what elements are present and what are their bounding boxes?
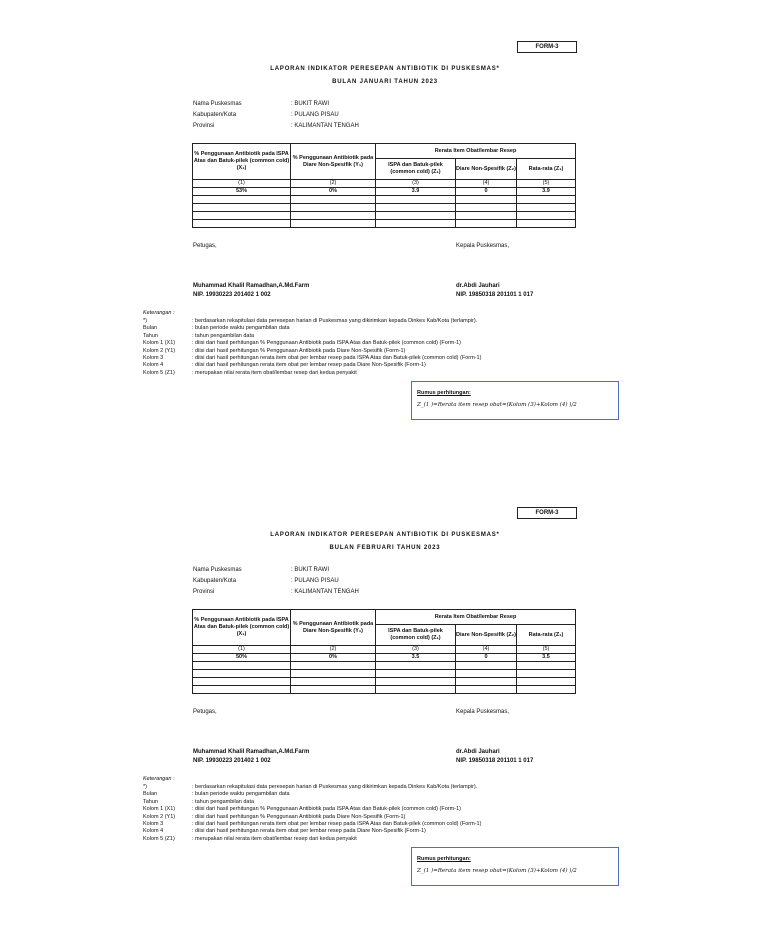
table-row: [193, 654, 576, 662]
note-key: Kolom 3: [143, 820, 164, 827]
indicator-table: [192, 143, 576, 228]
empty-cell: [376, 220, 456, 228]
formula-box: [411, 381, 619, 420]
col-number: (5): [517, 180, 576, 188]
note-row: [143, 333, 481, 340]
note-row: [143, 814, 481, 821]
col3-header: ISPA dan Batuk-pilek (common cold) (Z₁): [376, 625, 456, 646]
officer-name: Muhammad Khalil Ramadhan,A.Md.Farm: [193, 283, 310, 289]
officer-label: Petugas,: [193, 709, 217, 715]
notes: [143, 776, 481, 843]
col1-header: % Penggunaan Antibiotik pada ISPA Atas dan Batuk-pilek (common cold) (X₁): [193, 144, 291, 180]
head-name: dr.Abdi Jauhari: [456, 749, 500, 755]
col4-header: Diare Non-Spesifik (Z₂): [456, 159, 517, 180]
table-row: [193, 662, 576, 670]
officer-name: Muhammad Khalil Ramadhan,A.Md.Farm: [193, 749, 310, 755]
empty-cell: [291, 220, 376, 228]
formula-header: Rumus perhitungan:: [417, 390, 471, 396]
empty-cell: [291, 204, 376, 212]
col1-header: % Penggunaan Antibiotik pada ISPA Atas dan Batuk-pilek (common cold) (X₁): [193, 610, 291, 646]
officer-label: Petugas,: [193, 243, 217, 249]
note-value: : diisi dari hasil perhitungan rerata item obat per lembar resep pada Diare Non-Spesifik (Form-1): [192, 828, 426, 835]
note-key: Kolom 4: [143, 828, 164, 835]
note-row: [143, 340, 481, 347]
note-value: : berdasarkan rekapitulasi data peresepan harian di Puskesmas yang dikirimkan kepada Dinkes Kab/Kota (terlampir).: [192, 318, 478, 324]
note-value: : diisi dari hasil perhitungan rerata item obat per lembar resep pada ISPA Atas dan Batuk-pilek (common cold) (Form-1): [192, 820, 482, 827]
empty-cell: [291, 662, 376, 670]
col-number: (1): [193, 180, 291, 188]
report-page-february: [0, 466, 768, 932]
note-value: : tahun pengambilan data: [192, 332, 255, 339]
col-number: (3): [376, 646, 456, 654]
note-row: [143, 828, 481, 835]
empty-cell: [291, 196, 376, 204]
empty-cell: [291, 686, 376, 694]
col-number: (2): [291, 180, 376, 188]
facility-info: [193, 567, 359, 600]
cell-value: 53%: [193, 188, 291, 196]
info-label: Provinsi: [193, 123, 215, 129]
col-number: (1): [193, 646, 291, 654]
cell-value: 50%: [193, 654, 291, 662]
empty-cell: [193, 204, 291, 212]
empty-cell: [517, 212, 576, 220]
empty-cell: [456, 212, 517, 220]
info-value: : KALIMANTAN TENGAH: [291, 123, 359, 129]
note-key: *): [143, 318, 147, 324]
empty-cell: [517, 686, 576, 694]
col3-header: ISPA dan Batuk-pilek (common cold) (Z₁): [376, 159, 456, 180]
cell-value: 3.5: [376, 654, 456, 662]
report-title: LAPORAN INDIKATOR PERESEPAN ANTIBIOTIK DI PUSKESMAS*: [270, 532, 500, 538]
note-row: [143, 821, 481, 828]
col5-header: Rata-rata (Z₁): [517, 159, 576, 180]
empty-cell: [376, 686, 456, 694]
empty-cell: [193, 212, 291, 220]
cell-value: 3.5: [517, 654, 576, 662]
table-row: [193, 188, 576, 196]
empty-cell: [517, 670, 576, 678]
report-title: LAPORAN INDIKATOR PERESEPAN ANTIBIOTIK DI PUSKESMAS*: [270, 66, 500, 72]
empty-cell: [517, 662, 576, 670]
table-row: [193, 196, 576, 204]
info-value: : BUKIT RAWI: [291, 567, 330, 573]
empty-cell: [291, 678, 376, 686]
col-number: (4): [456, 180, 517, 188]
head-nip: NIP. 19850318 201101 1 017: [456, 758, 534, 764]
info-value: : PULANG PISAU: [291, 112, 339, 118]
empty-cell: [376, 212, 456, 220]
info-row: [193, 589, 359, 600]
info-value: : KALIMANTAN TENGAH: [291, 589, 359, 595]
note-row: [143, 370, 481, 377]
empty-cell: [456, 686, 517, 694]
table-row: [193, 646, 576, 654]
empty-cell: [193, 670, 291, 678]
note-value: : merupakan nilai rerata item obat/lembar resep dari kedua penyakit: [192, 835, 357, 842]
info-row: [193, 578, 359, 589]
cell-value: 0: [456, 654, 517, 662]
note-key: Kolom 1 (X1): [143, 340, 176, 347]
note-row: [143, 799, 481, 806]
info-label: Provinsi: [193, 589, 215, 595]
note-key: Kolom 1 (X1): [143, 806, 176, 813]
note-value: : diisi dari hasil perhitungan % Penggunaan Antibiotik pada ISPA Atas dan Batuk-pilek (common cold) (Form-1): [192, 340, 461, 347]
col-number: (3): [376, 180, 456, 188]
note-key: Kolom 2 (Y1): [143, 347, 176, 354]
info-value: : BUKIT RAWI: [291, 101, 330, 107]
cell-value: 0%: [291, 188, 376, 196]
note-key: Kolom 2 (Y1): [143, 813, 176, 820]
empty-cell: [193, 220, 291, 228]
formula-box: [411, 847, 619, 886]
empty-cell: [376, 670, 456, 678]
empty-cell: [376, 204, 456, 212]
info-row: [193, 112, 359, 123]
head-label: Kepala Puskesmas,: [456, 243, 510, 249]
cell-value: 3.9: [376, 188, 456, 196]
info-row: [193, 567, 359, 578]
info-label: Kabupaten/Kota: [193, 578, 237, 584]
cell-value: 0: [456, 188, 517, 196]
formula-header: Rumus perhitungan:: [417, 856, 471, 862]
note-key: Bulan: [143, 325, 158, 332]
note-row: [143, 325, 481, 332]
note-key: Tahun: [143, 798, 158, 805]
head-nip: NIP. 19850318 201101 1 017: [456, 292, 534, 298]
empty-cell: [193, 678, 291, 686]
head-name: dr.Abdi Jauhari: [456, 283, 500, 289]
col4-header: Diare Non-Spesifik (Z₂): [456, 625, 517, 646]
note-value: : diisi dari hasil perhitungan % Penggunaan Antibiotik pada ISPA Atas dan Batuk-pilek (common cold) (Form-1): [192, 806, 461, 813]
empty-cell: [193, 196, 291, 204]
empty-cell: [291, 212, 376, 220]
note-row: [143, 784, 481, 791]
formula-text: Z_(1 )=Rerata item resep obat=(Kolom (3)+Kolom (4) )/2: [417, 402, 577, 408]
col2-header: % Penggunaan Antibiotik pada Diare Non-Spesifik (Y₁): [291, 610, 376, 646]
empty-cell: [291, 670, 376, 678]
info-label: Nama Puskesmas: [193, 567, 242, 573]
table-row: [193, 678, 576, 686]
empty-cell: [517, 220, 576, 228]
note-key: Bulan: [143, 791, 158, 798]
note-value: : bulan periode waktu pengambilan data: [192, 325, 290, 332]
empty-cell: [376, 196, 456, 204]
empty-cell: [517, 678, 576, 686]
empty-cell: [456, 678, 517, 686]
col5-header: Rata-rata (Z₁): [517, 625, 576, 646]
table-row: [193, 180, 576, 188]
note-row: [143, 806, 481, 813]
empty-cell: [376, 678, 456, 686]
info-row: [193, 101, 359, 112]
info-value: : PULANG PISAU: [291, 578, 339, 584]
note-key: *): [143, 784, 147, 790]
empty-cell: [456, 670, 517, 678]
empty-cell: [193, 686, 291, 694]
empty-cell: [456, 220, 517, 228]
note-value: : merupakan nilai rerata item obat/lembar resep dari kedua penyakit: [192, 369, 357, 376]
empty-cell: [456, 204, 517, 212]
group-header: Rerata Item Obat/lembar Resep: [376, 144, 576, 159]
empty-cell: [517, 196, 576, 204]
note-row: [143, 318, 481, 325]
empty-cell: [456, 196, 517, 204]
info-label: Kabupaten/Kota: [193, 112, 237, 118]
report-period: BULAN FEBRUARI TAHUN 2023: [329, 545, 441, 551]
note-row: [143, 348, 481, 355]
note-row: [143, 791, 481, 798]
empty-cell: [193, 662, 291, 670]
col2-header: % Penggunaan Antibiotik pada Diare Non-Spesifik (Y₁): [291, 144, 376, 180]
note-value: : tahun pengambilan data: [192, 798, 255, 805]
table-row: [193, 670, 576, 678]
note-key: Kolom 4: [143, 362, 164, 369]
note-value: : bulan periode waktu pengambilan data: [192, 791, 290, 798]
notes-header: Keterangan :: [143, 310, 175, 316]
empty-cell: [456, 662, 517, 670]
info-label: Nama Puskesmas: [193, 101, 242, 107]
table-row: [193, 686, 576, 694]
facility-info: [193, 101, 359, 134]
report-period: BULAN JANUARI TAHUN 2023: [332, 79, 438, 85]
col-number: (4): [456, 646, 517, 654]
table-row: [193, 220, 576, 228]
note-row: [143, 836, 481, 843]
table-row: [193, 212, 576, 220]
note-key: Kolom 3: [143, 354, 164, 361]
officer-nip: NIP. 19930223 201402 1 002: [193, 292, 271, 298]
empty-cell: [517, 204, 576, 212]
head-label: Kepala Puskesmas,: [456, 709, 510, 715]
group-header: Rerata Item Obat/lembar Resep: [376, 610, 576, 625]
table-row: [193, 204, 576, 212]
info-row: [193, 123, 359, 134]
note-row: [143, 355, 481, 362]
notes-header: Keterangan :: [143, 776, 175, 782]
note-row: [143, 362, 481, 369]
empty-cell: [376, 662, 456, 670]
indicator-table: [192, 609, 576, 694]
note-value: : diisi dari hasil perhitungan rerata item obat per lembar resep pada ISPA Atas dan Batuk-pilek (common cold) (Form-1): [192, 354, 482, 361]
cell-value: 3.9: [517, 188, 576, 196]
form-tag: FORM-3: [517, 507, 577, 519]
note-value: : diisi dari hasil perhitungan % Penggunaan Antibiotik pada Diare Non-Spesifik (Form-1): [192, 813, 406, 820]
col-number: (2): [291, 646, 376, 654]
note-value: : diisi dari hasil perhitungan rerata item obat per lembar resep pada Diare Non-Spesifik (Form-1): [192, 362, 426, 369]
note-value: : berdasarkan rekapitulasi data peresepan harian di Puskesmas yang dikirimkan kepada Dinkes Kab/Kota (terlampir).: [192, 784, 478, 790]
officer-nip: NIP. 19930223 201402 1 002: [193, 758, 271, 764]
form-tag: FORM-3: [517, 41, 577, 53]
note-key: Kolom 5 (Z1): [143, 369, 175, 376]
cell-value: 0%: [291, 654, 376, 662]
formula-text: Z_(1 )=Rerata item resep obat=(Kolom (3)+Kolom (4) )/2: [417, 868, 577, 874]
notes: [143, 310, 481, 377]
note-key: Kolom 5 (Z1): [143, 835, 175, 842]
col-number: (5): [517, 646, 576, 654]
note-key: Tahun: [143, 332, 158, 339]
note-value: : diisi dari hasil perhitungan % Penggunaan Antibiotik pada Diare Non-Spesifik (Form-1): [192, 347, 406, 354]
